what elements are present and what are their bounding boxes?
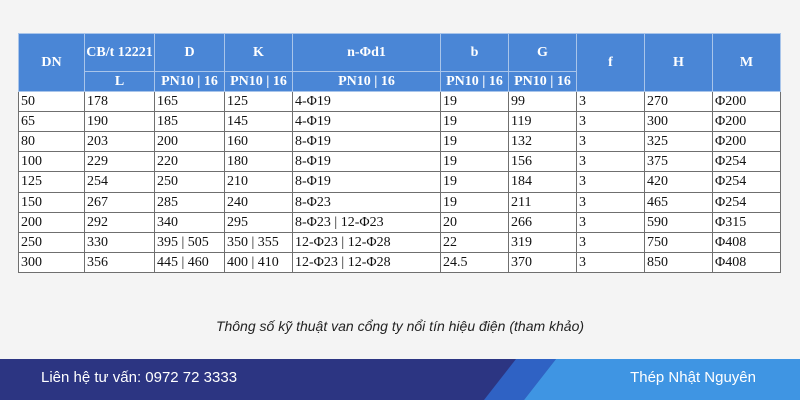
table-cell: 330: [85, 232, 155, 252]
table-cell: 250: [19, 232, 85, 252]
table-cell: 99: [509, 92, 577, 112]
table-cell: 250: [155, 172, 225, 192]
table-cell: 270: [645, 92, 713, 112]
table-cell: 395 | 505: [155, 232, 225, 252]
table-cell: Φ408: [713, 252, 781, 272]
table-cell: 370: [509, 252, 577, 272]
table-cell: 178: [85, 92, 155, 112]
table-cell: 125: [19, 172, 85, 192]
table-cell: 125: [225, 92, 293, 112]
header-l: L: [85, 72, 155, 92]
brand-name: Thép Nhật Nguyên: [630, 369, 756, 386]
table-cell: 24.5: [441, 252, 509, 272]
table-cell: 50: [19, 92, 85, 112]
table-cell: 19: [441, 92, 509, 112]
header-k: K: [225, 34, 293, 72]
header-b: b: [441, 34, 509, 72]
table-cell: 80: [19, 132, 85, 152]
table-cell: 300: [19, 252, 85, 272]
table-cell: 267: [85, 192, 155, 212]
table-cell: 22: [441, 232, 509, 252]
table-cell: 300: [645, 112, 713, 132]
table-cell: 200: [155, 132, 225, 152]
header-h: H: [645, 34, 713, 92]
footer-bar: [0, 359, 800, 400]
table-cell: 229: [85, 152, 155, 172]
table-cell: 8-Φ19: [293, 152, 441, 172]
table-cell: 3: [577, 172, 645, 192]
header-cbt: CB/t 12221: [85, 34, 155, 72]
table-cell: 190: [85, 112, 155, 132]
table-cell: Φ254: [713, 192, 781, 212]
table-cell: 325: [645, 132, 713, 152]
table-cell: 8-Φ19: [293, 172, 441, 192]
table-cell: 8-Φ23: [293, 192, 441, 212]
table-cell: 3: [577, 212, 645, 232]
table-cell: 160: [225, 132, 293, 152]
table-cell: 445 | 460: [155, 252, 225, 272]
table-cell: 12-Φ23 | 12-Φ28: [293, 232, 441, 252]
table-cell: 240: [225, 192, 293, 212]
table-cell: 165: [155, 92, 225, 112]
table-row: [19, 232, 781, 252]
table-cell: 285: [155, 192, 225, 212]
table-cell: 200: [19, 212, 85, 232]
table-cell: 266: [509, 212, 577, 232]
table-cell: 210: [225, 172, 293, 192]
table-row: [19, 112, 781, 132]
header-g-pn: PN10 | 16: [509, 72, 577, 92]
table-cell: 203: [85, 132, 155, 152]
table-cell: Φ254: [713, 152, 781, 172]
spec-table-body: [19, 92, 781, 273]
table-cell: 3: [577, 192, 645, 212]
table-cell: 145: [225, 112, 293, 132]
table-cell: 132: [509, 132, 577, 152]
table-cell: 4-Φ19: [293, 92, 441, 112]
table-row: [19, 252, 781, 272]
table-cell: 8-Φ19: [293, 132, 441, 152]
table-cell: 19: [441, 112, 509, 132]
table-cell: 180: [225, 152, 293, 172]
table-cell: 19: [441, 172, 509, 192]
table-cell: 850: [645, 252, 713, 272]
table-cell: 420: [645, 172, 713, 192]
header-d-pn: PN10 | 16: [155, 72, 225, 92]
table-cell: 465: [645, 192, 713, 212]
table-cell: 65: [19, 112, 85, 132]
table-row: [19, 192, 781, 212]
table-cell: 3: [577, 132, 645, 152]
table-cell: 3: [577, 232, 645, 252]
table-cell: 12-Φ23 | 12-Φ28: [293, 252, 441, 272]
table-cell: Φ200: [713, 132, 781, 152]
table-cell: Φ254: [713, 172, 781, 192]
table-cell: 375: [645, 152, 713, 172]
table-cell: 319: [509, 232, 577, 252]
header-n-phi-d1-pn: PN10 | 16: [293, 72, 441, 92]
table-row: [19, 212, 781, 232]
table-cell: 590: [645, 212, 713, 232]
table-cell: 750: [645, 232, 713, 252]
table-cell: 350 | 355: [225, 232, 293, 252]
header-f: f: [577, 34, 645, 92]
table-row: [19, 152, 781, 172]
table-cell: 3: [577, 152, 645, 172]
table-cell: 3: [577, 112, 645, 132]
table-cell: 156: [509, 152, 577, 172]
table-cell: 400 | 410: [225, 252, 293, 272]
table-cell: 295: [225, 212, 293, 232]
header-m: M: [713, 34, 781, 92]
table-cell: 185: [155, 112, 225, 132]
table-cell: 4-Φ19: [293, 112, 441, 132]
table-cell: 292: [85, 212, 155, 232]
table-cell: 150: [19, 192, 85, 212]
table-cell: 184: [509, 172, 577, 192]
table-cell: 100: [19, 152, 85, 172]
table-cell: 211: [509, 192, 577, 212]
table-cell: 8-Φ23 | 12-Φ23: [293, 212, 441, 232]
table-row: [19, 92, 781, 112]
contact-hotline: Liên hệ tư vấn: 0972 72 3333: [41, 369, 238, 386]
table-cell: Φ200: [713, 92, 781, 112]
spec-table: [18, 33, 781, 273]
table-cell: 254: [85, 172, 155, 192]
header-k-pn: PN10 | 16: [225, 72, 293, 92]
table-cell: 119: [509, 112, 577, 132]
header-n-phi-d1: n-Φd1: [293, 34, 441, 72]
table-cell: 220: [155, 152, 225, 172]
table-row: [19, 172, 781, 192]
table-cell: Φ315: [713, 212, 781, 232]
table-cell: 20: [441, 212, 509, 232]
table-caption: Thông số kỹ thuật van cổng ty nổi tín hiệu điện (tham khảo): [215, 318, 585, 334]
header-g: G: [509, 34, 577, 72]
table-cell: 3: [577, 252, 645, 272]
table-cell: Φ200: [713, 112, 781, 132]
table-cell: 19: [441, 132, 509, 152]
table-cell: 3: [577, 92, 645, 112]
table-row: [19, 132, 781, 152]
header-b-pn: PN10 | 16: [441, 72, 509, 92]
header-dn: DN: [19, 34, 85, 92]
table-cell: 340: [155, 212, 225, 232]
table-cell: 19: [441, 152, 509, 172]
table-cell: Φ408: [713, 232, 781, 252]
table-cell: 356: [85, 252, 155, 272]
header-d: D: [155, 34, 225, 72]
table-cell: 19: [441, 192, 509, 212]
